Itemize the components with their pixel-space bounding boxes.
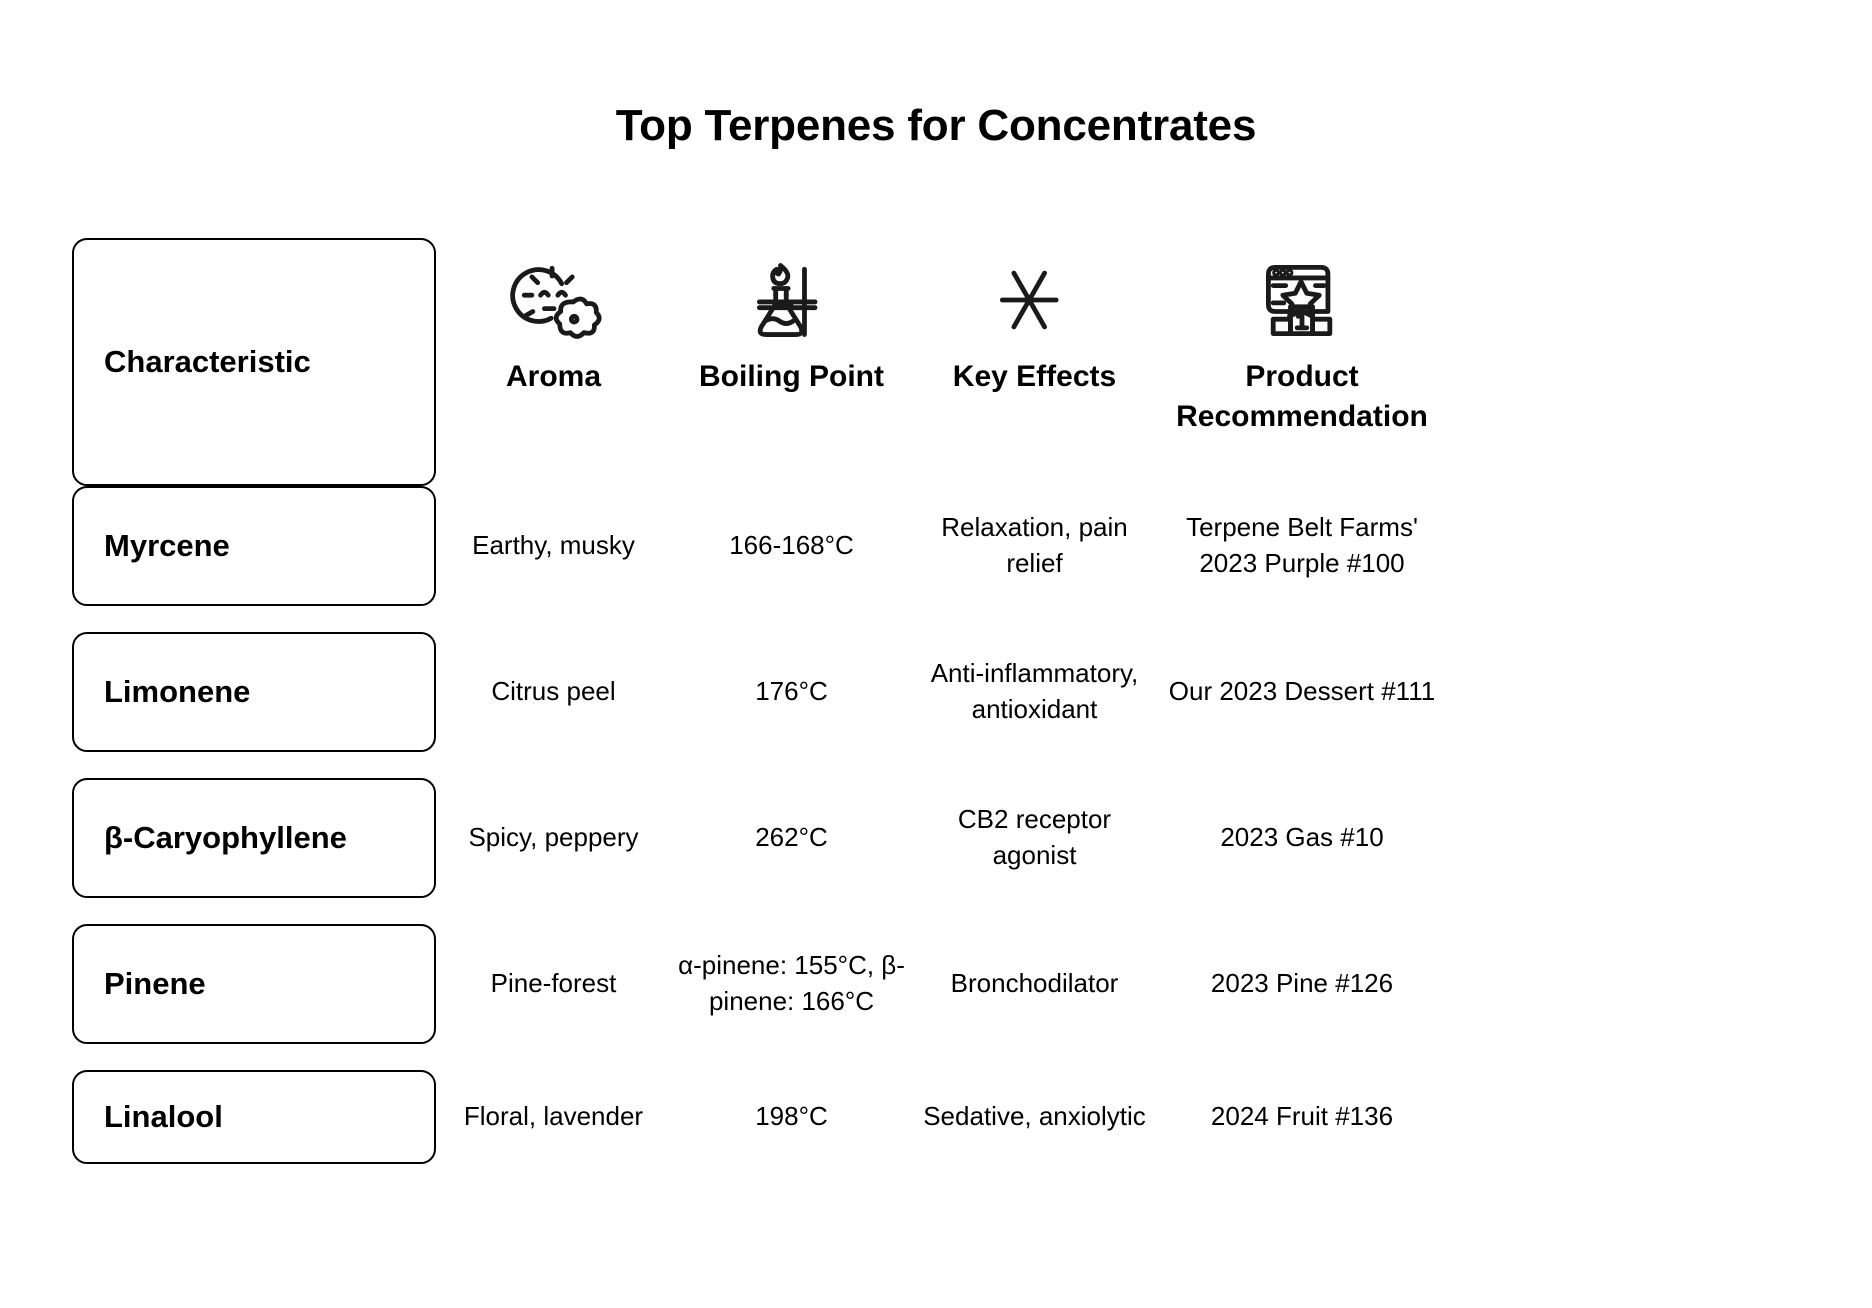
row-name-label: Limonene: [104, 674, 251, 709]
page-title: Top Terpenes for Concentrates: [615, 101, 1257, 150]
table-cell-boiling-point: [671, 924, 912, 1044]
column-header-aroma: [436, 238, 671, 486]
table-cell-aroma: [436, 924, 671, 1044]
row-name-label: Myrcene: [104, 528, 230, 563]
table-cell-boiling-point: [671, 632, 912, 752]
column-header-product-recommendation-label: Product Recommendation: [1176, 360, 1428, 433]
column-header-boiling-point: [671, 238, 912, 486]
table-cell-key-effects: [912, 632, 1157, 752]
cell-text: 2023 Gas #10: [1220, 822, 1384, 853]
table-cell-product-recommendation: [1157, 778, 1447, 898]
table-cell-boiling-point: [671, 778, 912, 898]
cell-text: Citrus peel: [491, 676, 616, 707]
browser-star-podium-icon: [1254, 252, 1350, 348]
cell-text: Sedative, anxiolytic: [923, 1101, 1146, 1132]
table-cell-product-recommendation: [1157, 486, 1447, 606]
table-cell-product-recommendation: [1157, 632, 1447, 752]
cell-text: 2024 Fruit #136: [1210, 1101, 1394, 1132]
table-row-name-box: [72, 632, 436, 752]
row-name-label: Pinene: [104, 966, 206, 1001]
cell-text: Spicy, peppery: [468, 822, 639, 853]
terpene-comparison-table: [72, 238, 1800, 1190]
sparkle-asterisk-icon: [987, 252, 1083, 348]
row-name-label: β-Caryophyllene: [104, 820, 347, 855]
table-cell-aroma: [436, 1070, 671, 1164]
cell-text: CB2 receptor agonist: [957, 804, 1112, 870]
characteristic-header-label: Characteristic: [104, 344, 311, 380]
column-header-key-effects: [912, 238, 1157, 486]
column-header-aroma-label: Aroma: [505, 360, 602, 393]
cell-text: Anti-inflammatory, antioxidant: [930, 658, 1139, 724]
table-cell-key-effects: [912, 924, 1157, 1044]
table-cell-product-recommendation: [1157, 924, 1447, 1044]
column-header-product-recommendation: [1157, 238, 1447, 486]
cell-text: Pine-forest: [490, 968, 617, 999]
table-cell-product-recommendation: [1157, 1070, 1447, 1164]
cell-text: Terpene Belt Farms' 2023 Purple #100: [1186, 512, 1418, 578]
cell-text: Floral, lavender: [463, 1101, 644, 1132]
cell-text: Relaxation, pain relief: [941, 512, 1128, 578]
table-cell-aroma: [436, 486, 671, 606]
table-cell-key-effects: [912, 778, 1157, 898]
table-cell-key-effects: [912, 1070, 1157, 1164]
row-name-label: Linalool: [104, 1099, 223, 1134]
table-row-name-box: [72, 778, 436, 898]
column-header-key-effects-label: Key Effects: [952, 360, 1117, 393]
table-cell-boiling-point: [671, 1070, 912, 1164]
cell-text: Our 2023 Dessert #111: [1168, 676, 1436, 707]
cell-text: α-pinene: 155°C, β-pinene: 166°C: [678, 950, 905, 1016]
cell-text: Earthy, musky: [472, 530, 635, 561]
flask-flame-thermometer-icon: [744, 252, 840, 348]
table-row-name-box: [72, 486, 436, 606]
table-cell-aroma: [436, 632, 671, 752]
table-cell-aroma: [436, 778, 671, 898]
cell-text: 2023 Pine #126: [1210, 968, 1394, 999]
column-header-boiling-point-label: Boiling Point: [699, 360, 884, 393]
table-row-name-box: [72, 924, 436, 1044]
cell-text: 166-168°C: [729, 530, 854, 561]
characteristic-header-box: [72, 238, 436, 486]
cell-text: 176°C: [755, 676, 828, 707]
cell-text: Bronchodilator: [950, 968, 1119, 999]
cell-text: 198°C: [755, 1101, 828, 1132]
table-cell-boiling-point: [671, 486, 912, 606]
cell-text: 262°C: [755, 822, 828, 853]
face-sniffing-flower-icon: [506, 252, 602, 348]
table-row-name-box: [72, 1070, 436, 1164]
table-cell-key-effects: [912, 486, 1157, 606]
